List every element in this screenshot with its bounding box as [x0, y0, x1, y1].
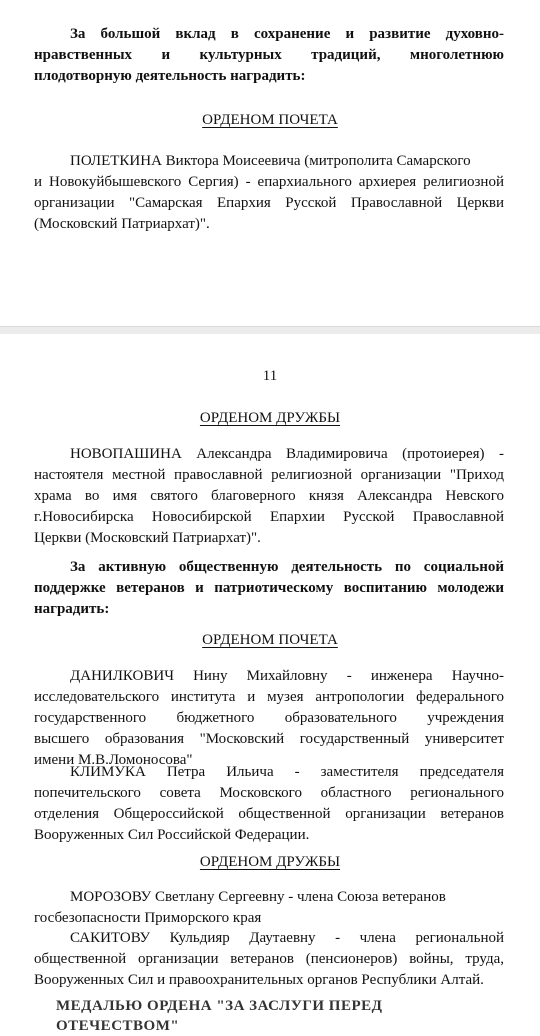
text-line: и Новокуйбышевского Сергия) - епархиального архиерея религиозной — [34, 174, 504, 190]
awardee-paragraph-sakitova — [34, 928, 504, 991]
text-line: За большой вклад в сохранение и развитие духовно- — [70, 26, 504, 42]
award-heading-order-of-honor: ОРДЕНОМ ПОЧЕТА — [202, 112, 338, 128]
text-line: поддержке ветеранов и патриотическому воспитанию молодежи — [34, 580, 504, 596]
awardee-paragraph-morozova — [34, 887, 504, 929]
text-line: г.Новосибирска Новосибирской Епархии Русской Православной — [34, 509, 504, 525]
text-line: организации "Самарская Епархия Русской Православной Церкви — [34, 195, 504, 211]
text-line: КЛИМУКА Петра Ильича - заместителя председателя — [70, 764, 504, 780]
award-reason-paragraph-2 — [34, 557, 504, 620]
text-line: высшего образования "Московский государственный университет — [34, 731, 504, 747]
text-line: Вооруженных Сил Российской Федерации. — [34, 827, 310, 843]
award-reason-paragraph-1 — [34, 24, 504, 87]
text-line: МОРОЗОВУ Светлану Сергеевну - члена Союза ветеранов — [70, 889, 446, 905]
text-line: нравственных и культурных традиций, многолетнюю — [34, 47, 504, 63]
cut-off-heading-line: МЕДАЛЬЮ ОРДЕНА "ЗА ЗАСЛУГИ ПЕРЕД ОТЕЧЕСТВОМ" — [56, 998, 383, 1034]
awardee-paragraph-klimuk — [34, 762, 504, 846]
award-heading-order-of-friendship-1: ОРДЕНОМ ДРУЖБЫ — [199, 410, 341, 426]
awardee-paragraph-novopashin — [34, 444, 504, 549]
page-number: 11 — [262, 368, 278, 384]
awardee-paragraph-danilkovich — [34, 666, 504, 771]
text-line: наградить: — [34, 601, 110, 617]
text-line: НОВОПАШИНА Александра Владимировича (протоиерея) - — [70, 446, 504, 462]
text-line: настоятеля местной православной религиозной организации "Приход — [34, 467, 504, 483]
text-line: плодотворную деятельность наградить: — [34, 68, 306, 84]
text-line: попечительского совета Московского областного регионального — [34, 785, 504, 801]
text-line: Церкви (Московский Патриархат)". — [34, 530, 261, 546]
text-line: имени М.В.Ломоносова" — [34, 752, 193, 768]
text-line: общественной организации ветеранов (пенсионеров) войны, труда, — [34, 951, 504, 967]
text-line: САКИТОВУ Кульдияр Даутаевну - члена региональной — [70, 930, 504, 946]
text-line: Вооруженных Сил и правоохранительных органов Республики Алтай. — [34, 972, 484, 988]
text-line: отделения Общероссийской общественной организации ветеранов — [34, 806, 504, 822]
text-line: госбезопасности Приморского края — [34, 910, 262, 926]
text-line: ДАНИЛКОВИЧ Нину Михайловну - инженера Научно- — [70, 668, 504, 684]
text-line: государственного бюджетного образовательного учреждения — [34, 710, 504, 726]
text-line: ПОЛЕТКИНА Виктора Моисеевича (митрополита Самарского — [70, 153, 471, 169]
awardee-paragraph-poletkin — [34, 151, 504, 235]
text-line: исследовательского института и музея антропологии федерального — [34, 689, 504, 705]
text-line: За активную общественную деятельность по социальной — [70, 559, 504, 575]
text-line: (Московский Патриархат)". — [34, 216, 210, 232]
award-heading-order-of-honor-2: ОРДЕНОМ ПОЧЕТА — [202, 632, 338, 648]
award-heading-order-of-friendship-2: ОРДЕНОМ ДРУЖБЫ — [199, 854, 341, 870]
text-line: храма во имя святого благоверного князя Александра Невского — [34, 488, 504, 504]
